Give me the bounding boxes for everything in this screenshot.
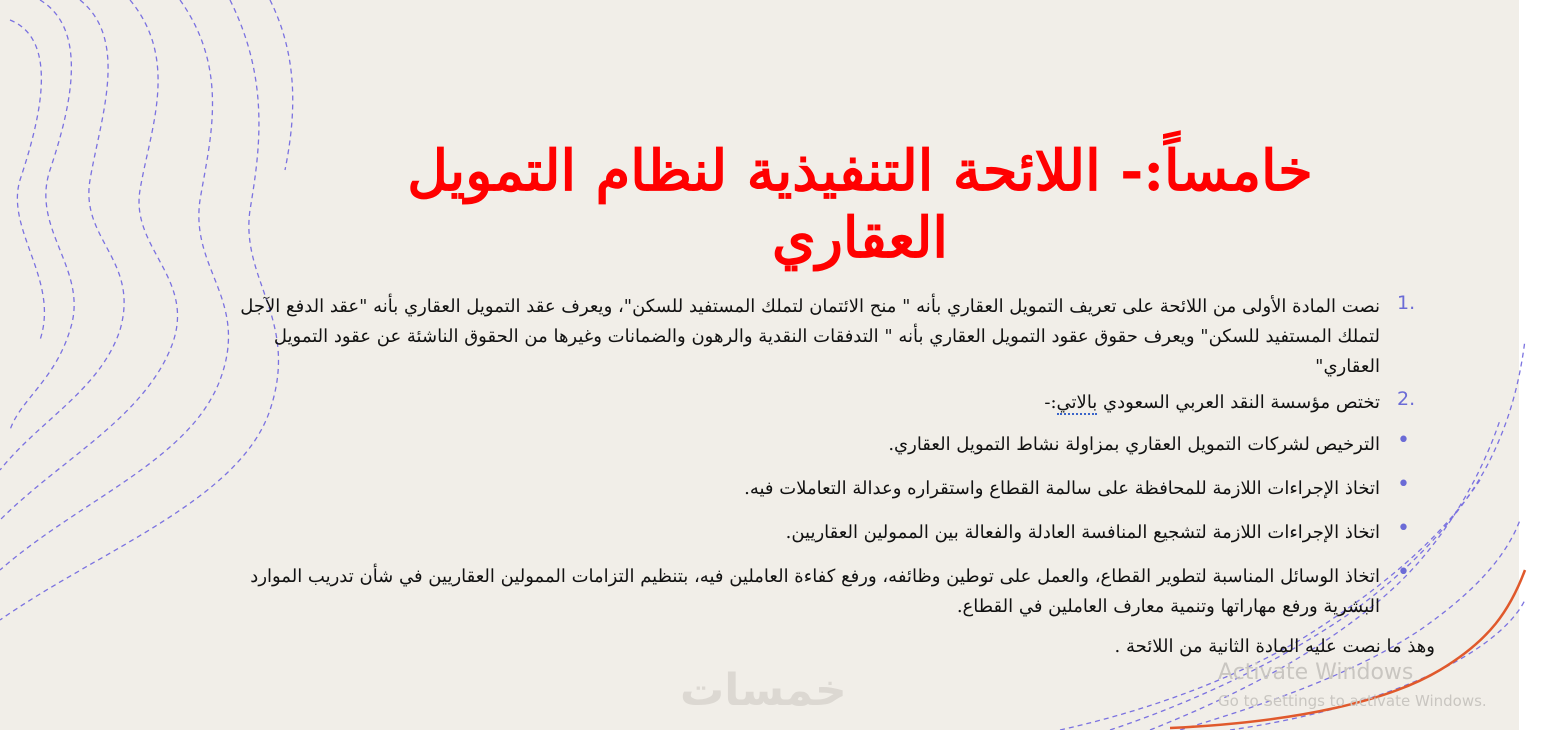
list-item-2 [205,388,1435,428]
list-item-2-suffix: :- [1044,392,1057,413]
bullet-icon: • [1397,428,1410,453]
bullet-icon: • [1397,472,1410,497]
bullet-item-1 [205,430,1435,472]
bullet-item-2 [205,474,1435,516]
bullet-item-2-text: اتخاذ الإجراءات اللازمة للمحافظة على سالمة القطاع واستقراره وعدالة التعاملات فيه. [744,478,1380,499]
list-item-1-text: نصت المادة الأولى من اللائحة على تعريف التمويل العقاري بأنه " منح الائتمان لتملك المستفيد للسكن"، ويعرف عقد التمويل العقاري بأنه "عقد الدفع الآجل لتملك المستفيد للسكن" ويعرف حقوق عقود التمويل العقاري بأنه " التدفقات النقدية والرهون والضمانات وغيرها من الحقوق الناشئة عن عقود التمويل العقاري" [240,296,1380,377]
list-item-2-text [205,388,1380,418]
list-item-1 [205,292,1435,382]
bullet-item-3 [205,518,1435,560]
activate-windows-title: Activate Windows [1218,660,1414,685]
bullet-icon: • [1397,516,1410,541]
bullet-item-3-text: اتخاذ الإجراءات اللازمة لتشجيع المنافسة العادلة والفعالة بين الممولين العقاريين. [785,522,1380,543]
activate-windows-subtitle: Go to Settings to activate Windows. [1218,692,1487,710]
slide-title: خامساً:- اللائحة التنفيذية لنظام التمويل العقاري [407,138,1313,272]
bullet-item-1-text: الترخيص لشركات التمويل العقاري بمزاولة نشاط التمويل العقاري. [888,434,1380,455]
bullet-icon: • [1397,560,1410,585]
watermark-logo: خمسات [680,665,847,716]
content-body [205,292,1435,662]
bullet-item-4 [205,562,1435,622]
list-number-1: 1. [1397,292,1416,314]
spelling-underlined-word: بالاتي [1056,392,1098,413]
list-item-2-prefix: تختص مؤسسة النقد العربي السعودي [1097,392,1380,413]
bullet-item-4-text: اتخاذ الوسائل المناسبة لتطوير القطاع، والعمل على توطين وظائفه، ورفع كفاءة العاملين فيه، بتنظيم التزامات الممولين العقاريين في شأن تدريب الموارد البشرية ورفع مهاراتها وتنمية معارف العاملين في القطاع. [250,566,1380,617]
list-number-2: 2. [1397,388,1416,410]
closing-line: وهذ ما نصت عليه المادة الثانية من اللائحة . [1114,636,1435,657]
